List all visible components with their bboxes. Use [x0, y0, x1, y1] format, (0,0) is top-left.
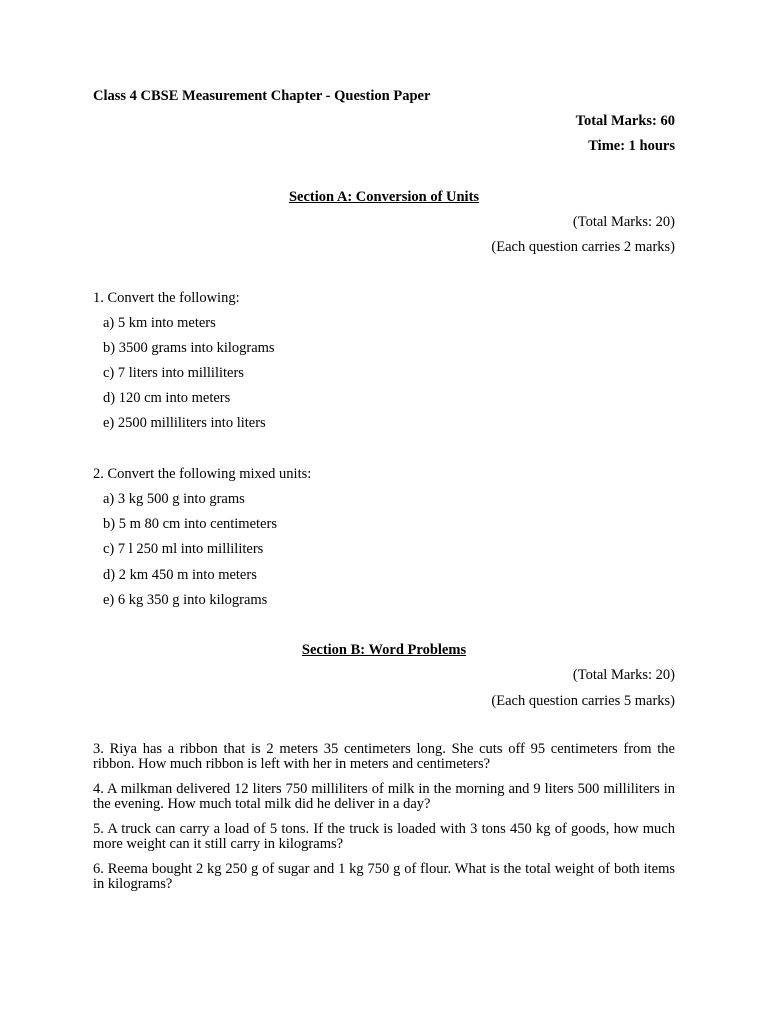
spacer [93, 616, 675, 641]
question-paper [93, 87, 675, 902]
question-1-item-c: c) 7 liters into milliliters [103, 365, 244, 382]
question-2-item-b: b) 5 m 80 cm into centimeters [103, 516, 277, 533]
question-1: 1. Convert the following: [93, 289, 240, 306]
section-a-heading [93, 188, 675, 213]
section-a-total-marks: (Total Marks: 20) [572, 213, 675, 230]
total-marks: Total Marks: 60 [575, 113, 675, 130]
question-2: 2. Convert the following mixed units: [93, 465, 312, 482]
question-2-item-c: c) 7 l 250 ml into milliliters [103, 541, 264, 558]
question-2-item-a: a) 3 kg 500 g into grams [103, 491, 245, 507]
section-b-total-marks: (Total Marks: 20) [572, 667, 675, 684]
spacer [93, 163, 675, 188]
section-b-marks-each: (Each question carries 5 marks) [491, 692, 675, 709]
question-1-item-a: a) 5 km into meters [103, 314, 216, 331]
question-6: 6. Reema bought 2 kg 250 g of sugar and 1 kg 750 g of flour. What is the total weight of both items in kilograms? [93, 860, 675, 893]
question-2-item-e: e) 6 kg 350 g into kilograms [103, 591, 268, 608]
question-1-item-b: b) 3500 grams into kilograms [103, 339, 275, 356]
question-3: 3. Riya has a ribbon that is 2 meters 35 centimeters long. She cuts off 95 centimeters from the ribbon. How much ribbon is left with her in meters and centimeters? [93, 740, 675, 773]
paper-title: Class 4 CBSE Measurement Chapter - Question Paper [93, 88, 431, 104]
section-a-heading-text: Section A: Conversion of Units [288, 188, 480, 205]
section-a-marks-each: (Each question carries 2 marks) [491, 239, 675, 256]
question-5: 5. A truck can carry a load of 5 tons. If the truck is loaded with 3 tons 450 kg of goods, how much more weight can it still carry in kilograms? [93, 820, 675, 853]
question-1-item-d: d) 120 cm into meters [103, 390, 231, 407]
spacer [93, 263, 675, 288]
question-4: 4. A milkman delivered 12 liters 750 milliliters of milk in the morning and 9 liters 500 milliliters in the evening. How much total milk did he deliver in a day? [93, 780, 675, 813]
section-b-heading [93, 641, 675, 666]
time-allowed: Time: 1 hours [588, 138, 675, 155]
spacer [93, 717, 675, 742]
question-2-item-d: d) 2 km 450 m into meters [103, 566, 257, 583]
question-1-item-e: e) 2500 milliliters into liters [103, 415, 266, 432]
section-b-heading-text: Section B: Word Problems [301, 642, 467, 659]
spacer [93, 440, 675, 465]
